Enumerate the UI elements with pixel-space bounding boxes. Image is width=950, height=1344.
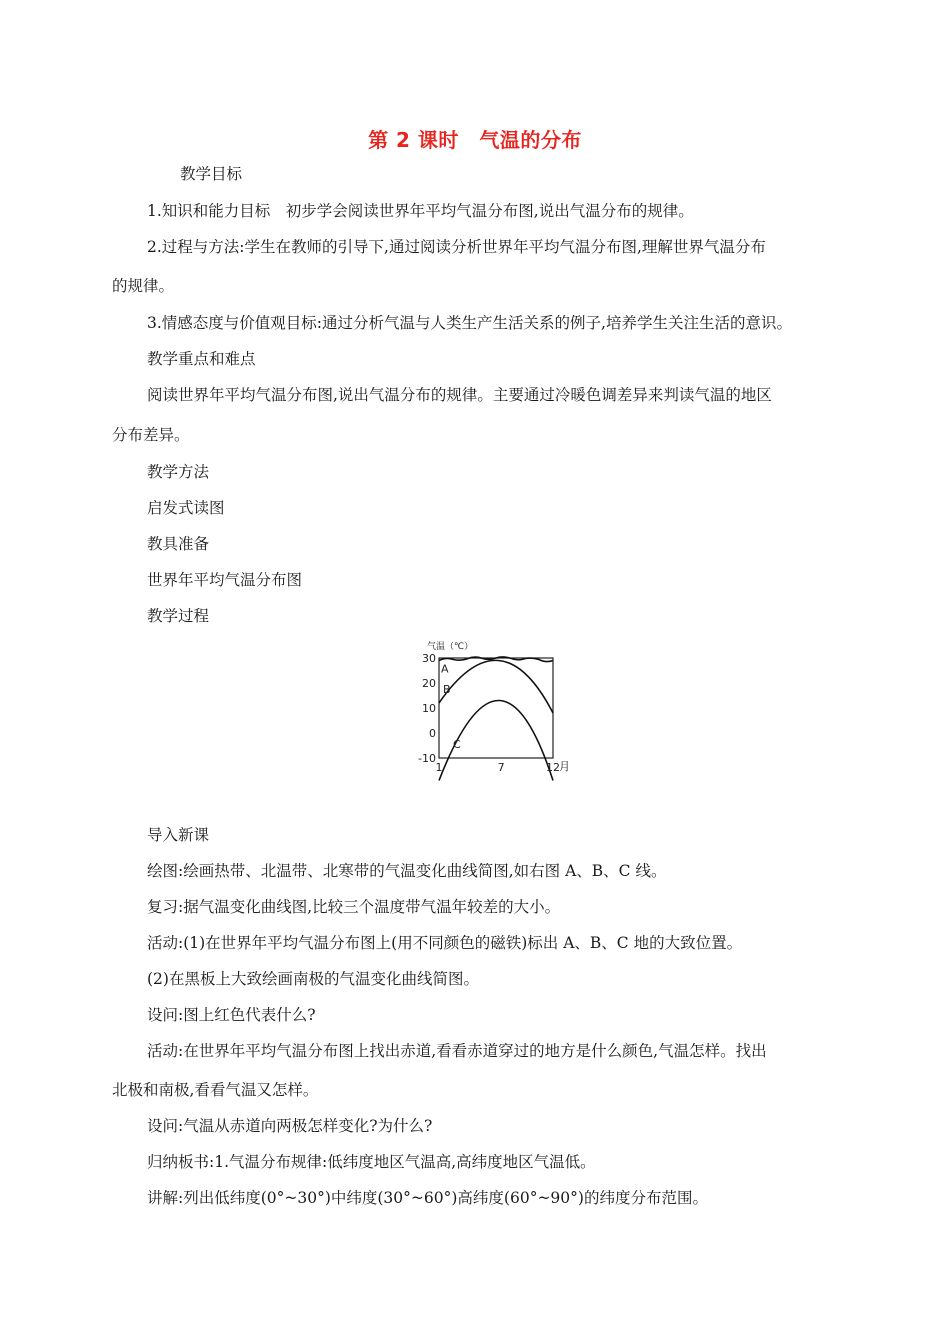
heading-teaching-goals: 教学目标 — [180, 165, 243, 183]
paragraph-summary: 归纳板书:1.气温分布规律:低纬度地区气温高,高纬度地区气温低。 — [147, 1153, 596, 1171]
paragraph-activity-2: (2)在黑板上大致绘画南极的气温变化曲线简图。 — [147, 970, 479, 988]
temperature-curve-chart — [400, 636, 590, 800]
y-axis-label: 气温（℃） — [427, 642, 474, 652]
series-label-b: B — [443, 683, 451, 696]
paragraph-knowledge-goal: 1.知识和能力目标 初步学会阅读世界年平均气温分布图,说出气温分布的规律。 — [147, 202, 694, 220]
heading-key-points: 教学重点和难点 — [147, 350, 256, 368]
y-tick-label: 10 — [422, 702, 436, 715]
paragraph-activity-1: 活动:(1)在世界年平均气温分布图上(用不同颜色的磁铁)标出 A、B、C 地的大致位置。 — [147, 934, 743, 952]
paragraph-process-goal: 2.过程与方法:学生在教师的引导下,通过阅读分析世界年平均气温分布图,理解世界气温分布 — [147, 238, 766, 256]
paragraph-activity-equator-cont: 北极和南极,看看气温又怎样。 — [112, 1081, 319, 1099]
y-tick-label: 20 — [422, 677, 436, 690]
x-tick-label: 7 — [497, 761, 505, 774]
heading-teaching-process: 教学过程 — [147, 607, 210, 625]
heading-teaching-aids: 教具准备 — [147, 535, 210, 553]
heading-teaching-method: 教学方法 — [147, 463, 210, 481]
paragraph-draw: 绘图:绘画热带、北温带、北寒带的气温变化曲线简图,如右图 A、B、C 线。 — [147, 862, 667, 880]
paragraph-question-change: 设问:气温从赤道向两极怎样变化?为什么? — [147, 1117, 433, 1135]
paragraph-process-goal-cont: 的规律。 — [112, 277, 175, 295]
paragraph-question-red: 设问:图上红色代表什么? — [147, 1006, 316, 1024]
x-tick-label: 12 — [546, 761, 560, 774]
paragraph-key-points: 阅读世界年平均气温分布图,说出气温分布的规律。主要通过冷暖色调差异来判读气温的地区 — [147, 386, 772, 404]
paragraph-teaching-aids: 世界年平均气温分布图 — [147, 571, 303, 589]
paragraph-explain: 讲解:列出低纬度(0°~30°)中纬度(30°~60°)高纬度(60°~90°)的纬度分布范围。 — [147, 1189, 708, 1207]
series-line-b — [439, 660, 553, 713]
x-axis-unit: 月 — [559, 760, 570, 773]
y-tick-label: 30 — [422, 652, 436, 665]
paragraph-attitude-goal: 3.情感态度与价值观目标:通过分析气温与人类生产生活关系的例子,培养学生关注生活的意识。 — [147, 314, 792, 332]
paragraph-teaching-method: 启发式读图 — [147, 499, 225, 517]
x-tick-label: 1 — [435, 761, 443, 774]
heading-intro: 导入新课 — [147, 826, 210, 844]
y-tick-label: 0 — [429, 727, 436, 740]
paragraph-review: 复习:据气温变化曲线图,比较三个温度带气温年较差的大小。 — [147, 898, 561, 916]
series-label-a: A — [441, 662, 449, 676]
page-title: 第 2 课时 气温的分布 — [368, 128, 582, 152]
paragraph-activity-equator: 活动:在世界年平均气温分布图上找出赤道,看看赤道穿过的地方是什么颜色,气温怎样。找出 — [147, 1042, 767, 1060]
paragraph-key-points-cont: 分布差异。 — [112, 426, 190, 444]
y-tick-label: -10 — [418, 752, 436, 765]
series-label-c: C — [453, 738, 461, 751]
